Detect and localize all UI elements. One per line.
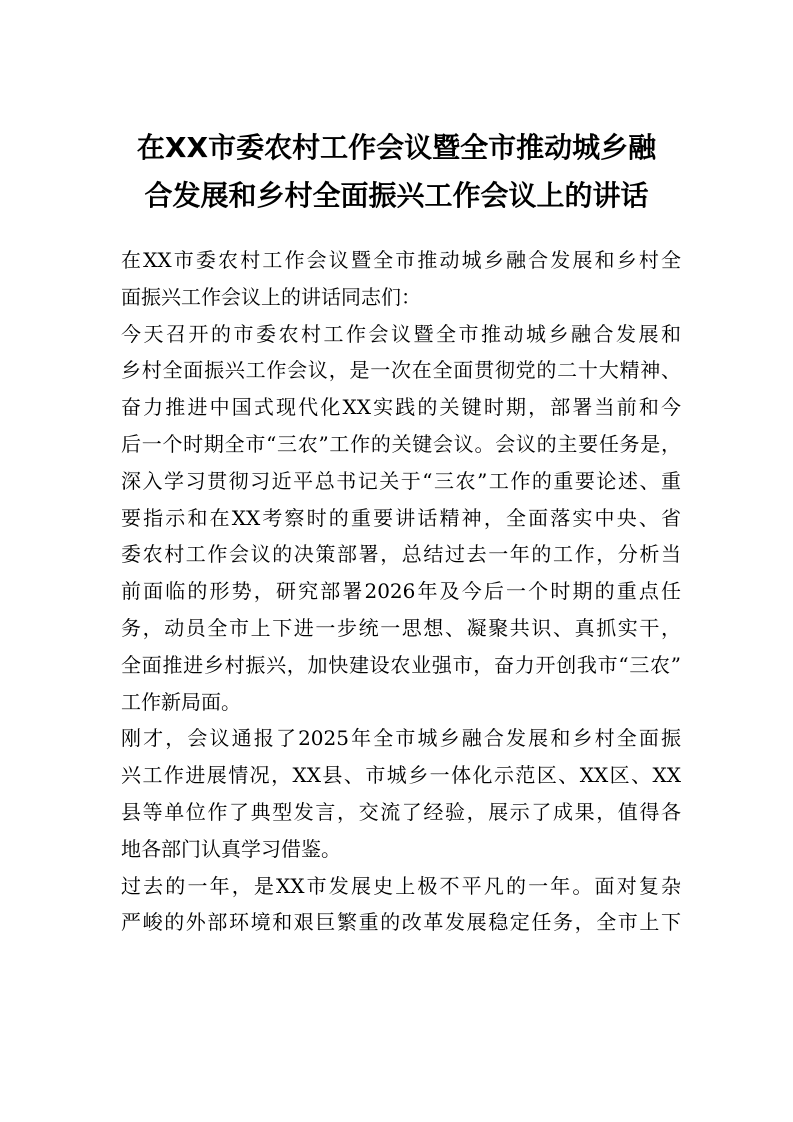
body-line: 过去的一年，是XX市发展史上极不平凡的一年。面对复杂 (121, 873, 681, 898)
body-line: 务，动员全市上下进一步统一思想、凝聚共识、真抓实干， (121, 615, 681, 640)
body-line: 奋力推进中国式现代化XX实践的关键时期，部署当前和今 (121, 395, 681, 420)
body-line: 严峻的外部环境和艰巨繁重的改革发展稳定任务，全市上下 (121, 910, 681, 935)
body-line: 深入学习贯彻习近平总书记关于“三农”工作的重要论述、重 (121, 468, 681, 493)
body-line: 在XX市委农村工作会议暨全市推动城乡融合发展和乡村全 (121, 248, 681, 272)
body-line: 地各部门认真学习借鉴。 (121, 836, 341, 861)
document-body (121, 242, 681, 941)
title-line-2: 合发展和乡村全面振兴工作会议上的讲话 (144, 179, 649, 212)
body-line: 工作新局面。 (121, 689, 241, 714)
body-line: 兴工作进展情况，XX县、市城乡一体化示范区、XX区、XX (121, 763, 681, 788)
body-line: 乡村全面振兴工作会议，是一次在全面贯彻党的二十大精神、 (121, 358, 681, 383)
body-line: 今天召开的市委农村工作会议暨全市推动城乡融合发展和 (121, 321, 681, 346)
body-line: 要指示和在XX考察时的重要讲话精神，全面落实中央、省 (121, 505, 681, 530)
document-title (110, 124, 683, 220)
body-line: 面振兴工作会议上的讲话同志们： (121, 284, 421, 309)
body-line: 县等单位作了典型发言，交流了经验，展示了成果，值得各 (121, 799, 681, 824)
body-line: 刚才，会议通报了2025年全市城乡融合发展和乡村全面振 (121, 726, 681, 751)
body-line: 委农村工作会议的决策部署，总结过去一年的工作，分析当 (121, 542, 681, 567)
body-line: 前面临的形势，研究部署2026年及今后一个时期的重点任 (121, 579, 681, 604)
title-line-1: 在XX市委农村工作会议暨全市推动城乡融 (136, 131, 657, 164)
body-line: 后一个时期全市“三农”工作的关键会议。会议的主要任务是， (121, 431, 681, 456)
body-line: 全面推进乡村振兴，加快建设农业强市，奋力开创我市“三农” (121, 652, 681, 677)
